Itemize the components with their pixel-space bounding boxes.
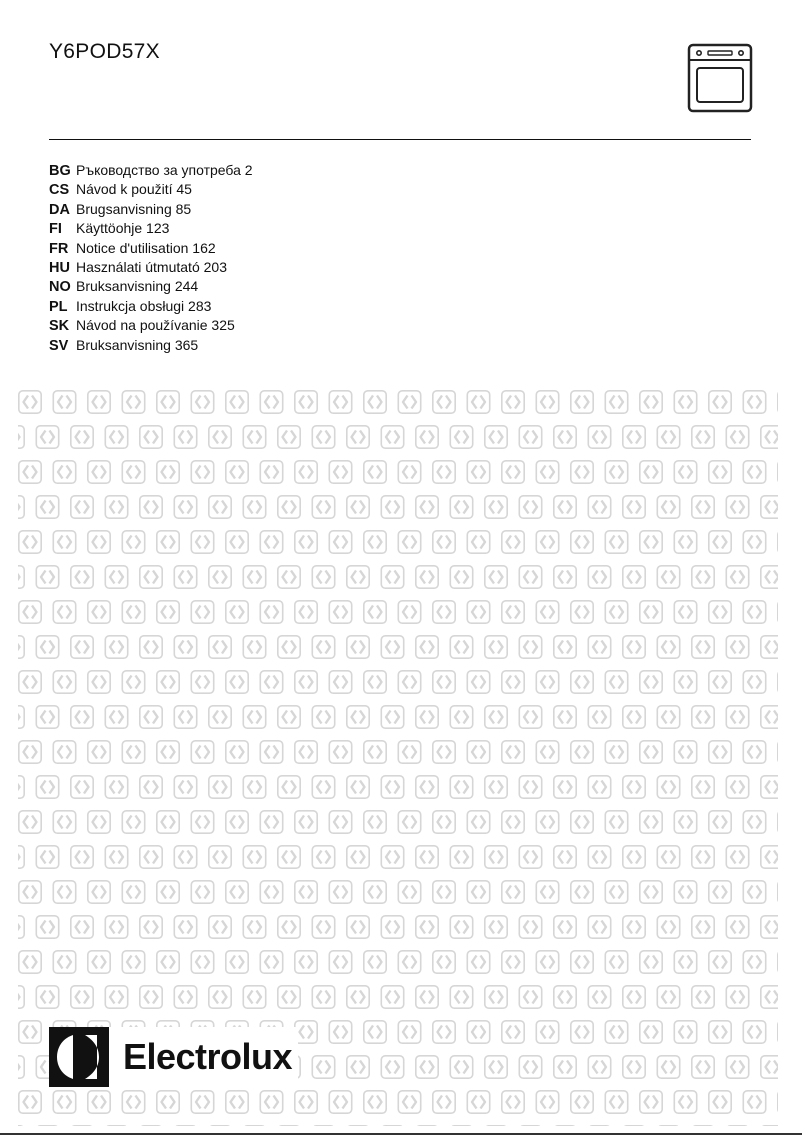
- language-list: [49, 161, 253, 355]
- list-item[interactable]: [49, 336, 253, 355]
- language-title: Návod k použití 45: [76, 181, 192, 198]
- language-code: CS: [49, 182, 70, 199]
- language-title: Notice d'utilisation 162: [76, 239, 216, 256]
- brand-pattern-background: [18, 386, 778, 1126]
- list-item[interactable]: [49, 200, 253, 219]
- language-title: Bruksanvisning 244: [76, 278, 199, 295]
- header-divider: [49, 139, 751, 140]
- language-title: Instrukcja obsługi 283: [76, 297, 212, 314]
- list-item[interactable]: [49, 297, 253, 316]
- language-code: DA: [49, 201, 70, 218]
- list-item[interactable]: [49, 219, 253, 238]
- footer-divider: [0, 1133, 802, 1135]
- brand-name: Electrolux: [123, 1036, 293, 1077]
- language-title: Ръководство за употреба 2: [76, 162, 253, 178]
- oven-icon: [687, 43, 753, 113]
- language-code: SV: [49, 337, 69, 354]
- language-title: Bruksanvisning 365: [76, 336, 199, 353]
- language-code: BG: [49, 163, 71, 179]
- language-title: Brugsanvisning 85: [76, 200, 192, 217]
- list-item[interactable]: [49, 161, 253, 180]
- language-code: PL: [49, 298, 68, 315]
- language-code: FI: [49, 221, 62, 238]
- language-title: Használati útmutató 203: [76, 258, 227, 275]
- list-item[interactable]: [49, 277, 253, 296]
- language-code: NO: [49, 279, 71, 296]
- list-item[interactable]: [49, 180, 253, 199]
- electrolux-logo-icon: [49, 1027, 109, 1087]
- list-item[interactable]: [49, 239, 253, 258]
- language-title: Návod na používanie 325: [76, 317, 235, 334]
- model-number: Y6POD57X: [49, 40, 160, 63]
- list-item[interactable]: [49, 316, 253, 335]
- language-code: SK: [49, 318, 70, 335]
- language-title: Käyttöohje 123: [76, 220, 170, 237]
- language-code: FR: [49, 240, 69, 257]
- language-code: HU: [49, 259, 70, 276]
- list-item[interactable]: [49, 258, 253, 277]
- brand-lockup: [49, 1027, 298, 1087]
- logo-pattern-icon: [18, 386, 778, 1126]
